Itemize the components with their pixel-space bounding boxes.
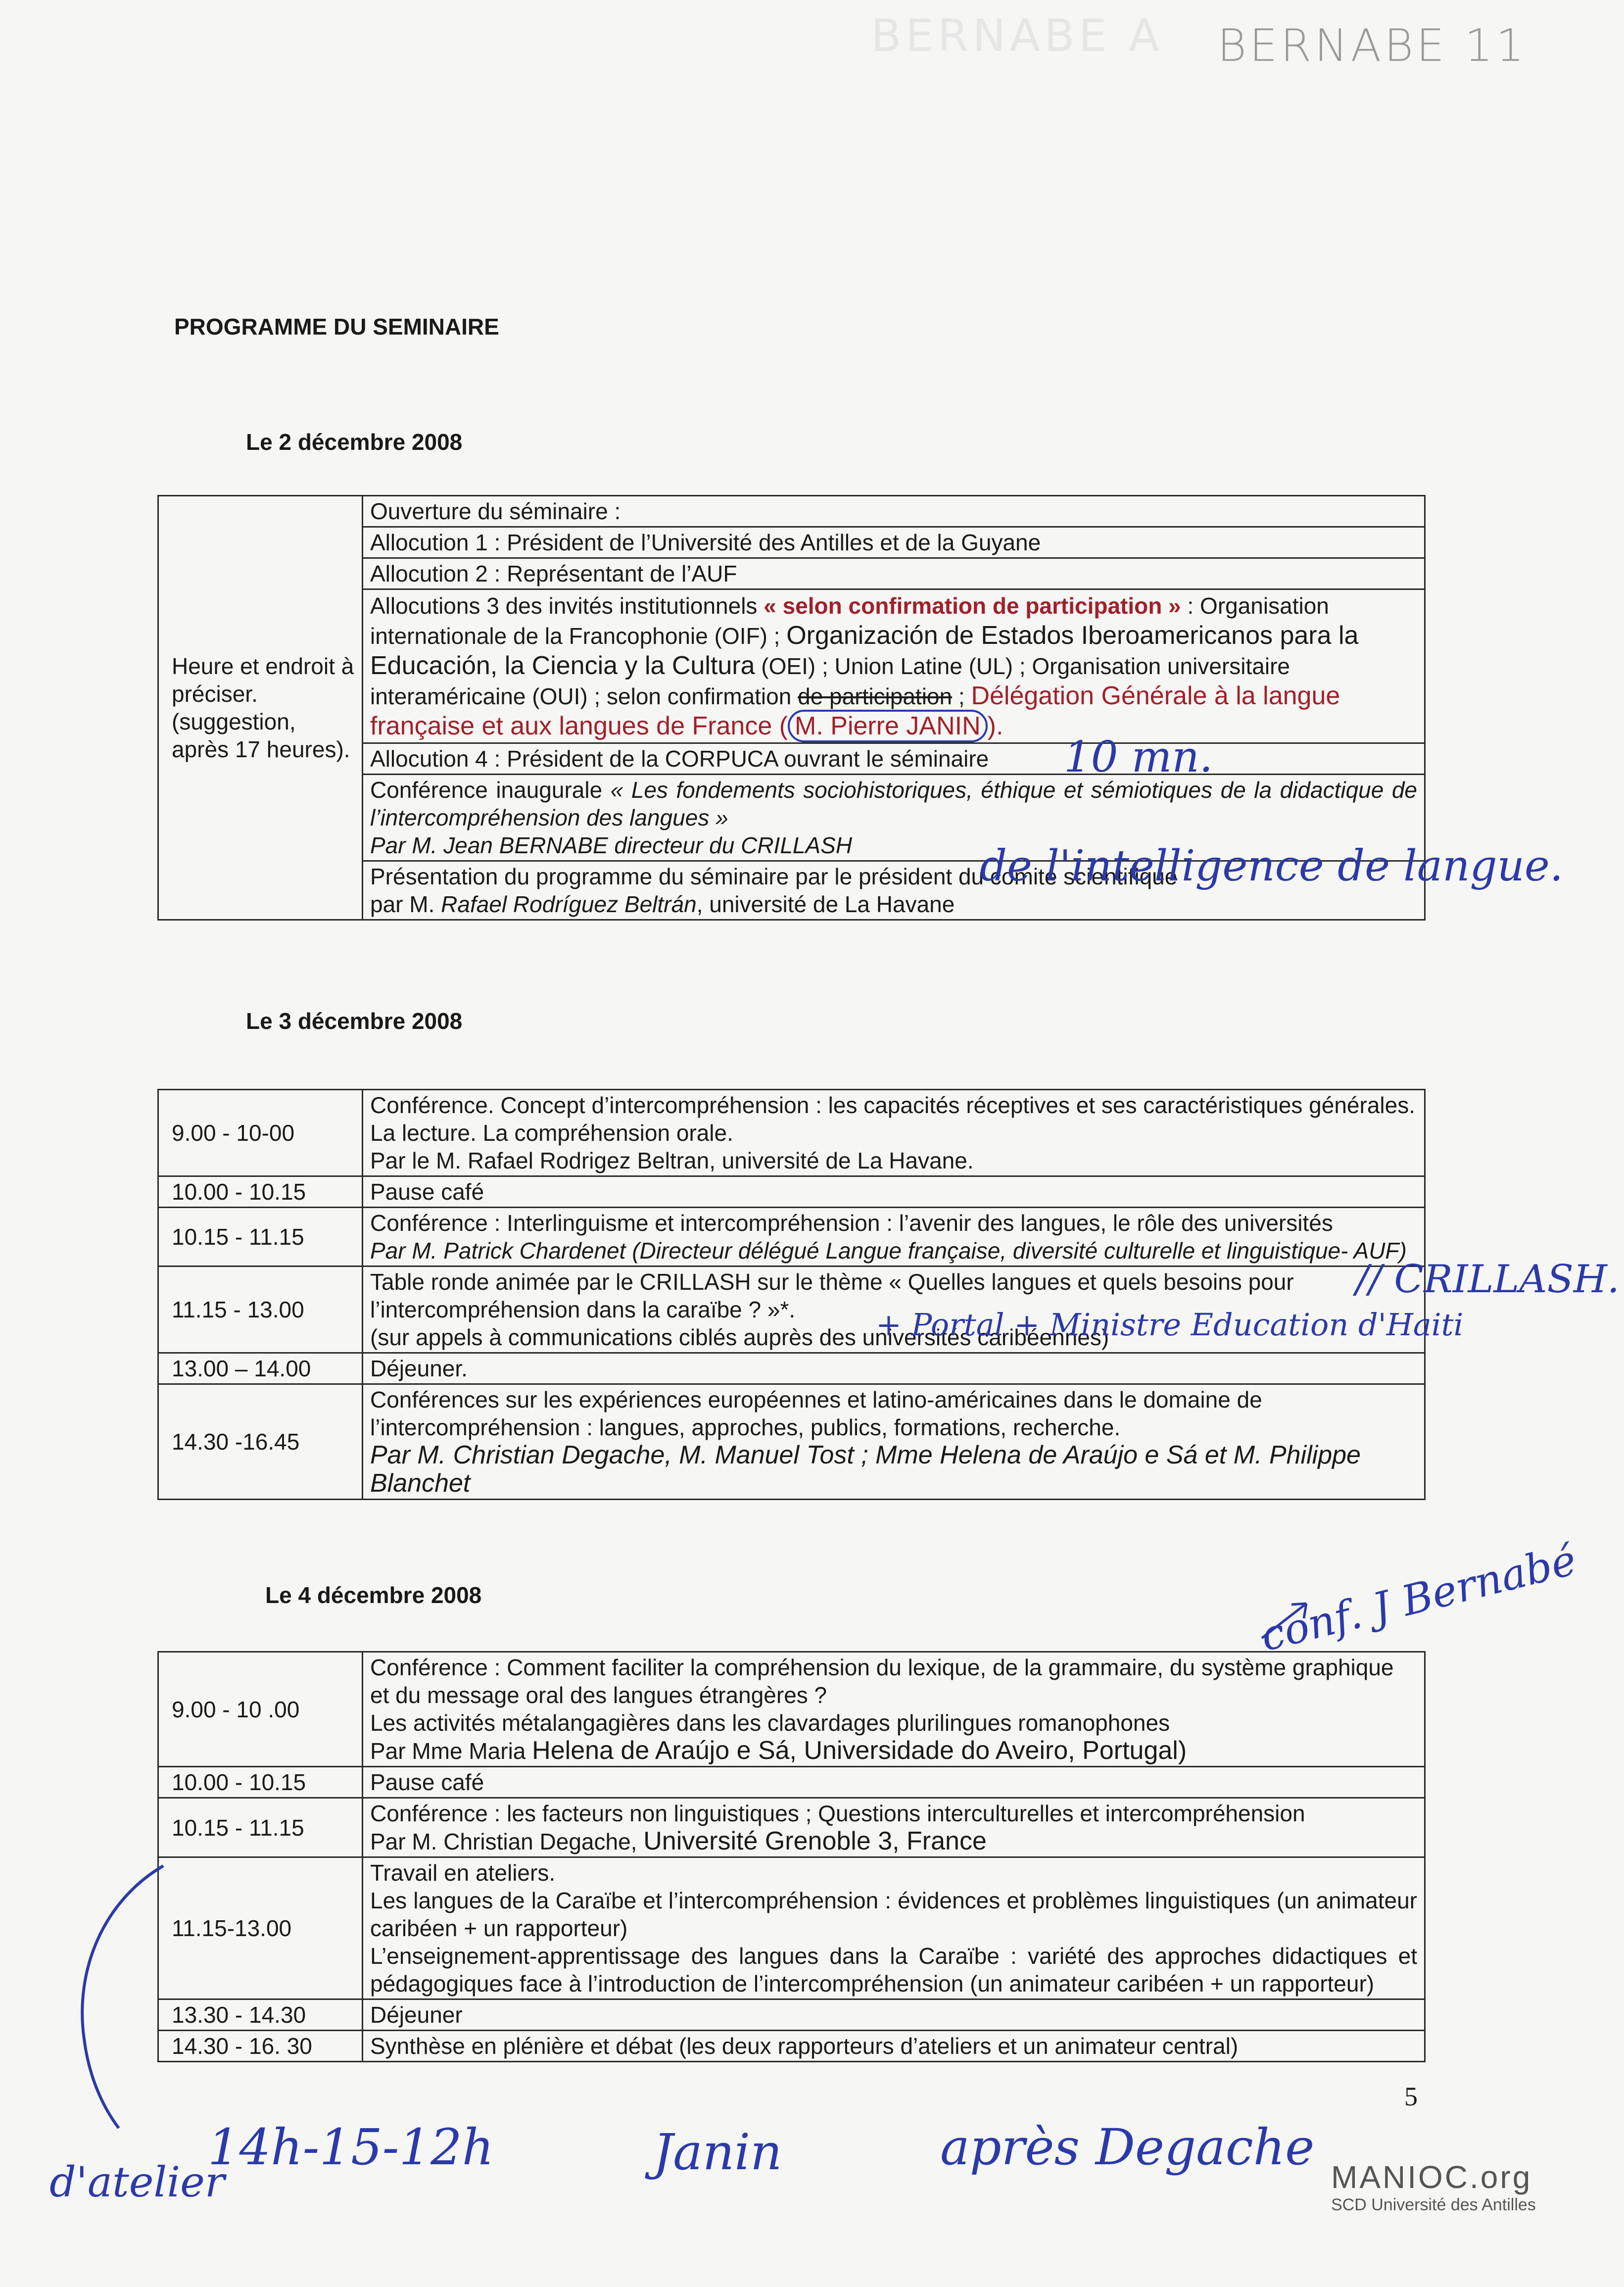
- row-l2: Par M. Patrick Chardenet (Directeur délégué Langue française, diversité culturelle et linguistique- AUF): [370, 1238, 1407, 1264]
- row-time: 11.15 - 13.00: [158, 1266, 363, 1353]
- corner-note: BERNABE 11: [1217, 20, 1528, 72]
- alloc4-cell: [363, 743, 1425, 775]
- row-time: 10.00 - 10.15: [158, 1176, 363, 1208]
- row-content: [363, 1652, 1425, 1767]
- row-l2: Les activités métalangagières dans les clavardages plurilingues romanophones: [370, 1710, 1170, 1736]
- handnote-10mn: 10 mn.: [1064, 732, 1213, 782]
- row-l1: Conférence : Interlinguisme et intercompréhension : l’avenir des langues, le rôle des universités: [370, 1210, 1333, 1236]
- row-l1: Conférences sur les expériences européennes et latino-américaines dans le domaine de l’intercompréhension : langues, approches, publics, formations, recherche.: [370, 1387, 1262, 1440]
- row-l3b: Université Grenoble 3, France: [643, 1827, 987, 1855]
- conf-speaker: Par M. Jean BERNABE directeur du CRILLASH: [370, 832, 853, 858]
- row-content: [363, 1176, 1425, 1208]
- day2-date: Le 3 décembre 2008: [246, 1008, 463, 1034]
- row-l2: Les langues de la Caraïbe et l’intercompréhension : évidences et problèmes linguistiques (un animateur caribéen + un rapporteur): [370, 1888, 1417, 1941]
- corner-note-faint: BERNABE A: [871, 10, 1163, 62]
- row-content: [363, 1384, 1425, 1500]
- watermark-brand: MANIOC.org: [1331, 2159, 1532, 2195]
- opening-label: Ouverture du séminaire :: [370, 498, 621, 524]
- row-l2: Par le M. Rafael Rodrigez Beltran, université de La Havane.: [370, 1148, 974, 1173]
- day3-date: Le 4 décembre 2008: [265, 1582, 482, 1608]
- row-content: [363, 1208, 1425, 1266]
- row-l2: Par M. Christian Degache, M. Manuel Tost ; Mme Helena de Araújo e Sá et M. Philippe Blanchet: [370, 1441, 1361, 1498]
- row-content: [363, 1353, 1425, 1384]
- row-l3a: Par Mme Maria: [370, 1738, 532, 1764]
- row-content: [363, 1999, 1425, 2031]
- row-l1: Synthèse en plénière et débat (les deux rapporteurs d’ateliers et un animateur central): [370, 2033, 1239, 2059]
- row-content: [363, 1857, 1425, 1999]
- day3-row: [158, 1767, 1425, 1798]
- day1-date: Le 2 décembre 2008: [246, 429, 463, 455]
- row-time: 10.15 - 11.15: [158, 1798, 363, 1857]
- day3-table: [157, 1651, 1426, 2062]
- row-l1: Travail en ateliers.: [370, 1860, 556, 1886]
- day2-row: [158, 1353, 1425, 1384]
- row-l1: Déjeuner.: [370, 1356, 468, 1381]
- row-l1: Pause café: [370, 1179, 484, 1205]
- day2-row: [158, 1208, 1425, 1266]
- conf-a: Conférence inaugurale: [370, 777, 611, 803]
- day3-row: [158, 1857, 1425, 1999]
- row-time: 14.30 -16.45: [158, 1384, 363, 1500]
- row-time: 13.00 – 14.00: [158, 1353, 363, 1384]
- row-l2: (sur appels à communications ciblés auprès des universités caribéennes): [370, 1324, 1109, 1350]
- day2-row: [158, 1176, 1425, 1208]
- day3-row: [158, 1798, 1425, 1857]
- handnote-portal: + Portal + Ministre Education d'Haiti: [876, 1307, 1464, 1343]
- alloc2-cell: [363, 558, 1425, 589]
- alloc3-confirmation: « selon confirmation de participation »: [764, 593, 1181, 619]
- day2-row: [158, 1384, 1425, 1500]
- day2-row: [158, 1090, 1425, 1176]
- handnote-intelligence: de l'intelligence de langue.: [980, 841, 1564, 891]
- row-l1: Déjeuner: [370, 2002, 463, 2028]
- row-l3b: Helena de Araújo e Sá, Universidade do Aveiro, Portugal): [532, 1736, 1187, 1765]
- row-l1: Conférence : les facteurs non linguistiques ; Questions interculturelles et intercompréhension: [370, 1800, 1305, 1826]
- watermark-sub: SCD Université des Antilles: [1331, 2195, 1536, 2214]
- alloc3-delegation: Délégation Générale à la langue française et aux langues de France (: [370, 681, 1340, 740]
- day3-row: [158, 1652, 1425, 1767]
- day2-table: [157, 1089, 1426, 1500]
- handnote-dates: 14h-15-12h: [208, 2118, 494, 2176]
- alloc3-c: : Organisation internationale de la Francophonie (OIF) ;: [370, 593, 1329, 649]
- handnote-atelier: d'atelier: [49, 2158, 225, 2206]
- alloc3-e: (OEI) ; Union Latine (UL) ; Organisation universitaire interaméricaine (OUI) ; selon confirmation: [370, 653, 1290, 709]
- row-time: 10.15 - 11.15: [158, 1208, 363, 1266]
- alloc2: Allocution 2 : Représentant de l’AUF: [370, 561, 737, 586]
- row-time: 13.30 - 14.30: [158, 1999, 363, 2031]
- pres-b: par M.: [370, 891, 441, 917]
- pres-d: , université de La Havane: [696, 891, 955, 917]
- row-time: 14.30 - 16. 30: [158, 2031, 363, 2062]
- handnote-apres-degache: après Degache: [940, 2118, 1315, 2176]
- alloc3-struck: de participation: [798, 683, 953, 709]
- row-l3a: L’enseignement-apprentissage des langues dans la Caraïbe : variété des approches didactiques et pédagogiques face à l’introduction de l’intercompréhension (un animateur caribéen + un rapporteur): [370, 1943, 1417, 1996]
- opening-cell: [363, 496, 1425, 527]
- alloc3-cell: [363, 589, 1425, 743]
- row-time: 11.15-13.00: [158, 1857, 363, 1999]
- row-l1: Conférence. Concept d’intercompréhension : les capacités réceptives et ses caractéristiques générales. La lecture. La compréhension orale.: [370, 1092, 1416, 1146]
- row-time: 9.00 - 10 .00: [158, 1652, 363, 1767]
- row-content: [363, 2031, 1425, 2062]
- alloc1-cell: [363, 527, 1425, 558]
- handnote-crillash: // CRILLASH.: [1356, 1257, 1620, 1302]
- day3-row: [158, 2031, 1425, 2062]
- row-content: [363, 1767, 1425, 1798]
- page-title: PROGRAMME DU SEMINAIRE: [174, 314, 499, 340]
- handnote-janin: Janin: [653, 2123, 782, 2181]
- alloc3-g: ;: [952, 683, 971, 709]
- row-l1: Table ronde animée par le CRILLASH sur le thème « Quelles langues et quels besoins pour l’intercompréhension dans la caraïbe ? »*.: [370, 1269, 1294, 1322]
- row-l1: Conférence : Comment faciliter la compréhension du lexique, de la grammaire, du système graphique et du message oral des langues étrangères ?: [370, 1654, 1394, 1708]
- day3-row: [158, 1999, 1425, 2031]
- alloc1: Allocution 1 : Président de l’Université des Antilles et de la Guyane: [370, 530, 1041, 555]
- row-time: 9.00 - 10-00: [158, 1090, 363, 1176]
- pres-name: Rafael Rodríguez Beltrán: [441, 891, 697, 917]
- time-text: Heure et endroit à préciser. (suggestion, après 17 heures).: [172, 653, 354, 762]
- pres-a: Présentation du programme du séminaire par le président du comité scientifique: [370, 864, 1178, 889]
- day1-time-cell: [158, 496, 363, 920]
- alloc3-oei: Organización de Estados Iberoamericanos para la Educación, la Ciencia y la Cultura: [370, 621, 1359, 680]
- alloc3-janin: M. Pierre JANIN: [788, 710, 988, 742]
- handwritten-arrow: [1257, 1594, 1316, 1643]
- page-number: 5: [1404, 2082, 1418, 2111]
- alloc3-j: ).: [987, 712, 1003, 740]
- conf-title: « Les fondements sociohistoriques, éthique et sémiotiques de la didactique de l’intercompréhension des langues »: [370, 777, 1417, 830]
- row-l3a: Par M. Christian Degache,: [370, 1829, 644, 1854]
- handwritten-bracket: [45, 1861, 173, 2138]
- alloc3-a: Allocutions 3 des invités institutionnels: [370, 593, 764, 619]
- row-time: 10.00 - 10.15: [158, 1767, 363, 1798]
- row-content: [363, 1798, 1425, 1857]
- row-content: [363, 1090, 1425, 1176]
- handnote-conf-bernabe: conf. J Bernabé: [1255, 1535, 1581, 1661]
- alloc4: Allocution 4 : Président de la CORPUCA ouvrant le séminaire: [370, 746, 989, 772]
- row-l1: Pause café: [370, 1769, 484, 1795]
